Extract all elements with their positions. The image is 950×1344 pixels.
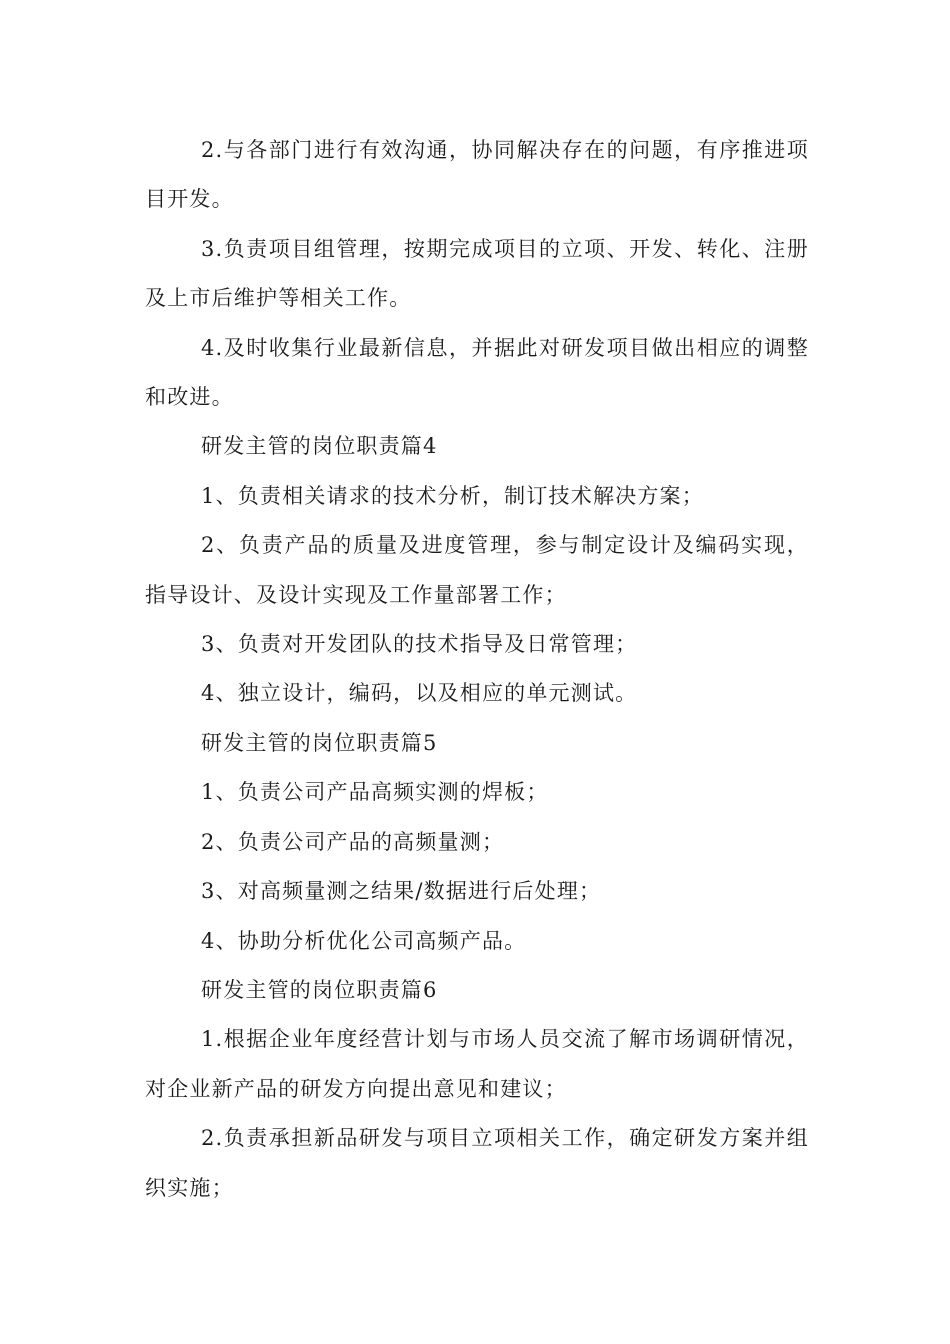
paragraph-item-2: 2、负责公司产品的高频量测； <box>201 829 505 854</box>
paragraph-item-4: 4、协助分析优化公司高频产品。 <box>201 928 527 953</box>
paragraph-item-2: 2.负责承担新品研发与项目立项相关工作，确定研发方案并组织实施； <box>145 1126 809 1200</box>
paragraph-item-3: 3、对高频量测之结果/数据进行后处理； <box>201 879 602 904</box>
paragraph-item-4: 4.及时收集行业最新信息，并据此对研发项目做出相应的调整和改进。 <box>145 335 809 410</box>
paragraph-item-1: 1、负责相关请求的技术分析，制订技术解决方案； <box>201 483 704 508</box>
section-heading-5: 研发主管的岗位职责篇5 <box>201 730 438 755</box>
paragraph-item-1: 1.根据企业年度经营计划与市场人员交流了解市场调研情况，对企业新产品的研发方向提出意见和建议； <box>145 1027 809 1101</box>
paragraph-item-3: 3.负责项目组管理，按期完成项目的立项、开发、转化、注册及上市后维护等相关工作。 <box>145 236 809 311</box>
section-heading-6: 研发主管的岗位职责篇6 <box>201 977 438 1002</box>
section-heading-4: 研发主管的岗位职责篇4 <box>201 434 438 459</box>
document-body <box>145 126 809 1213</box>
paragraph-item-2: 2.与各部门进行有效沟通，协同解决存在的问题，有序推进项目开发。 <box>145 138 809 212</box>
paragraph-item-1: 1、负责公司产品高频实测的焊板； <box>201 780 549 805</box>
paragraph-item-3: 3、负责对开发团队的技术指导及日常管理； <box>201 632 638 657</box>
paragraph-item-2: 2、负责产品的质量及进度管理，参与制定设计及编码实现，指导设计、及设计实现及工作量部署工作； <box>145 533 809 607</box>
paragraph-item-4: 4、独立设计，编码，以及相应的单元测试。 <box>201 681 638 706</box>
